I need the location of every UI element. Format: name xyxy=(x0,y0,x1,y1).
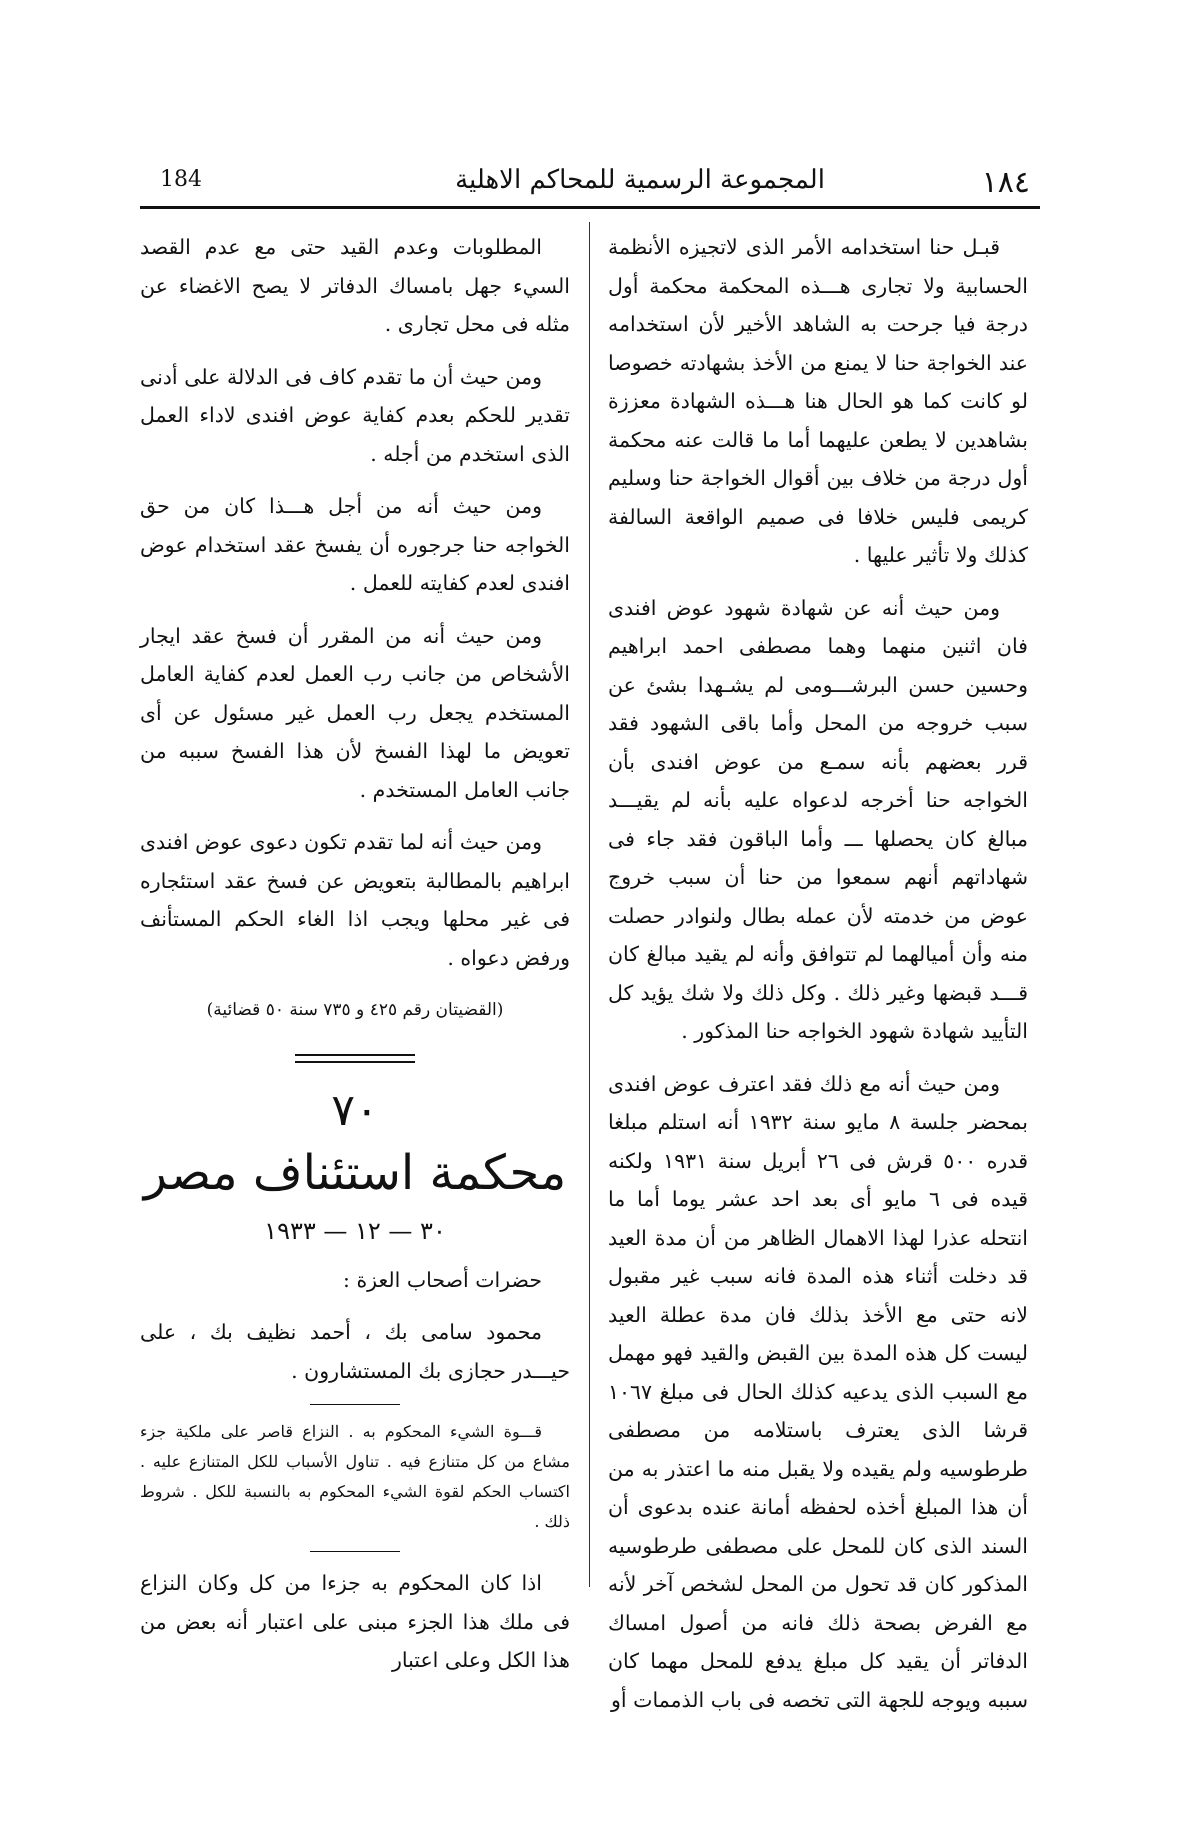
paragraph: ومن حيث أنه عن شهادة شهود عوض افندى فان اثنين منهما وهما مصطفى احمد ابراهيم وحسين حسن البرشـــومى لم يشـهدا بشئ عن سبب خروجه من المحل وأما باقى الشهود فقد قرر بعضهم بأنه سمـع من عوض افندى بأن الخواجه حنا أخرجه لدعواه عليه بأنه لم يقيـــد مبالغ كان يحصلها ـــ وأما الباقون فقد جاء فى شهاداتهم أنهم سمعوا من حنا أن سبب خروج عوض من خدمته لأن عمله بطال ولنوادر حصلت منه وأن أميالهما لم تتوافق وأنه لم يقيد مبالغ كان قـــد قبضها وغير ذلك . وكل ذلك ولا شك يؤيد كل التأييد شهادة شهود الخواجه حنا المذكور . xyxy=(608,595,1028,1043)
right-column xyxy=(608,228,1028,1733)
case-reference: (القضيتان رقم ٤٢٥ و ٧٣٥ سنة ٥٠ قضائية) xyxy=(206,1000,504,1020)
column-divider xyxy=(589,222,590,1587)
case-date: ٣٠ — ١٢ — ١٩٣٣ xyxy=(264,1216,446,1245)
paragraph: ومن حيث أنه من أجل هـــذا كان من حق الخواجه حنا جرجوره أن يفسخ عقد استخدام عوض افندى لعدم كفايته للعمل . xyxy=(140,494,570,595)
paragraph: قبـل حنا استخدامه الأمر الذى لاتجيزه الأنظمة الحسابية ولا تجارى هـــذه المحكمة محكمة أول درجة فيا جرحت به الشاهد الأخير لأن استخدامه عند الخواجة حنا لا يمنع من الأخذ بشهادته خصوصا لو كانت كما هو الحال هنا هـــذه الشهادة معززة بشاهدين لا يطعن عليهما أما ما قالت عنه محكمة أول درجة من خلاف بين أقوال الخواجة حنا وسليم كريمى فليس خلافا فى صميم الواقعة السالفة كذلك ولا تأثير عليها . xyxy=(608,235,1028,567)
case-number: ٧٠ xyxy=(331,1084,379,1136)
paragraph: ومن حيث أنه لما تقدم تكون دعوى عوض افندى ابراهيم بالمطالبة بتعويض عن فسخ عقد استئجاره فى غير محلها ويجب اذا الغاء الحكم المستأنف ورفض دعواه . xyxy=(140,830,570,970)
paragraph: ومن حيث أن ما تقدم كاف فى الدلالة على أدنى تقدير للحكم بعدم كفاية عوض افندى لاداء العمل الذى استخدم من أجله . xyxy=(140,364,570,466)
short-rule xyxy=(310,1404,400,1405)
left-column xyxy=(140,228,570,1694)
paragraph: ومن حيث أنه مع ذلك فقد اعترف عوض افندى بمحضر جلسة ٨ مايو سنة ١٩٣٢ أنه استلم مبلغا قدره ٥٠٠ قرش فى ٢٦ أبريل سنة ١٩٣١ ولكنه قيده فى ٦ مايو أى بعد احد عشر يوما أما ما انتحله عذرا لهذا الاهمال الظاهر من أن مدة العيد قد دخلت أثناء هذه المدة فانه سبب غير مقبول لانه حتى مع الأخذ بذلك فان مدة عطلة العيد ليست كل هذه المدة بين القبض والقيد فهو مهمل مع السبب الذى يدعيه كذلك الحال فى مبلغ ١٠٦٧ قرشا الذى يعترف باستلامه من مصطفى طرطوسيه ولم يقيده ولا يقبل منه ما اعتذر به من أن هذا المبلغ أخذه لحفظه أمانة عنده بدعوى أن السند الذى كان للمحل على مصطفى طرطوسيه المذكور كان قد تحول من المحل لشخص آخر لأنه مع الفرض بصحة ذلك فانه من أصول امساك الدفاتر أن يقيد كل مبلغ يدفع للمحل مهما كان سببه ويوجه للجهة التى تخصه فى باب الذممات أو xyxy=(608,1071,1028,1712)
running-title: المجموعة الرسمية للمحاكم الاهلية xyxy=(455,165,825,195)
judges-list: محمود سامى بك ، أحمد نظيف بك ، على حيـــدر حجازى بك المستشارون . xyxy=(140,1320,570,1383)
closing-paragraph: اذا كان المحكوم به جزءا من كل وكان النزاع فى ملك هذا الجزء مبنى على اعتبار أنه بعض من هذا الكل وعلى اعتبار xyxy=(140,1571,570,1672)
paragraph: المطلوبات وعدم القيد حتى مع عدم القصد السيء جهل بامساك الدفاتر لا يصح الاغضاء عن مثله فى محل تجارى . xyxy=(140,235,570,336)
header-rule xyxy=(140,206,1040,209)
page-number-latin: 184 xyxy=(160,167,202,192)
page-header xyxy=(140,163,1040,203)
paragraph: ومن حيث أنه من المقرر أن فسخ عقد ايجار الأشخاص من جانب رب العمل لعدم كفاية العامل المستخدم يجعل رب العمل غير مسئول عن أى تعويض ما لهذا الفسخ لأن هذا الفسخ سببه من جانب العامل المستخدم . xyxy=(140,623,570,802)
section-separator xyxy=(295,1054,415,1063)
headnote: قـــوة الشيء المحكوم به . النزاع قاصر على ملكية جزء مشاع من كل متنازع فيه . تناول الأسباب للكل المتنازع عليه . اكتساب الحكم لقوة الشيء المحكوم به بالنسبة للكل . شروط ذلك . xyxy=(140,1422,570,1531)
judges-label: حضرات أصحاب العزة : xyxy=(343,1267,542,1292)
short-rule xyxy=(310,1551,400,1552)
court-title: محكمة استئناف مصر xyxy=(143,1144,567,1201)
page-number-arabic: ١٨٤ xyxy=(981,165,1030,200)
